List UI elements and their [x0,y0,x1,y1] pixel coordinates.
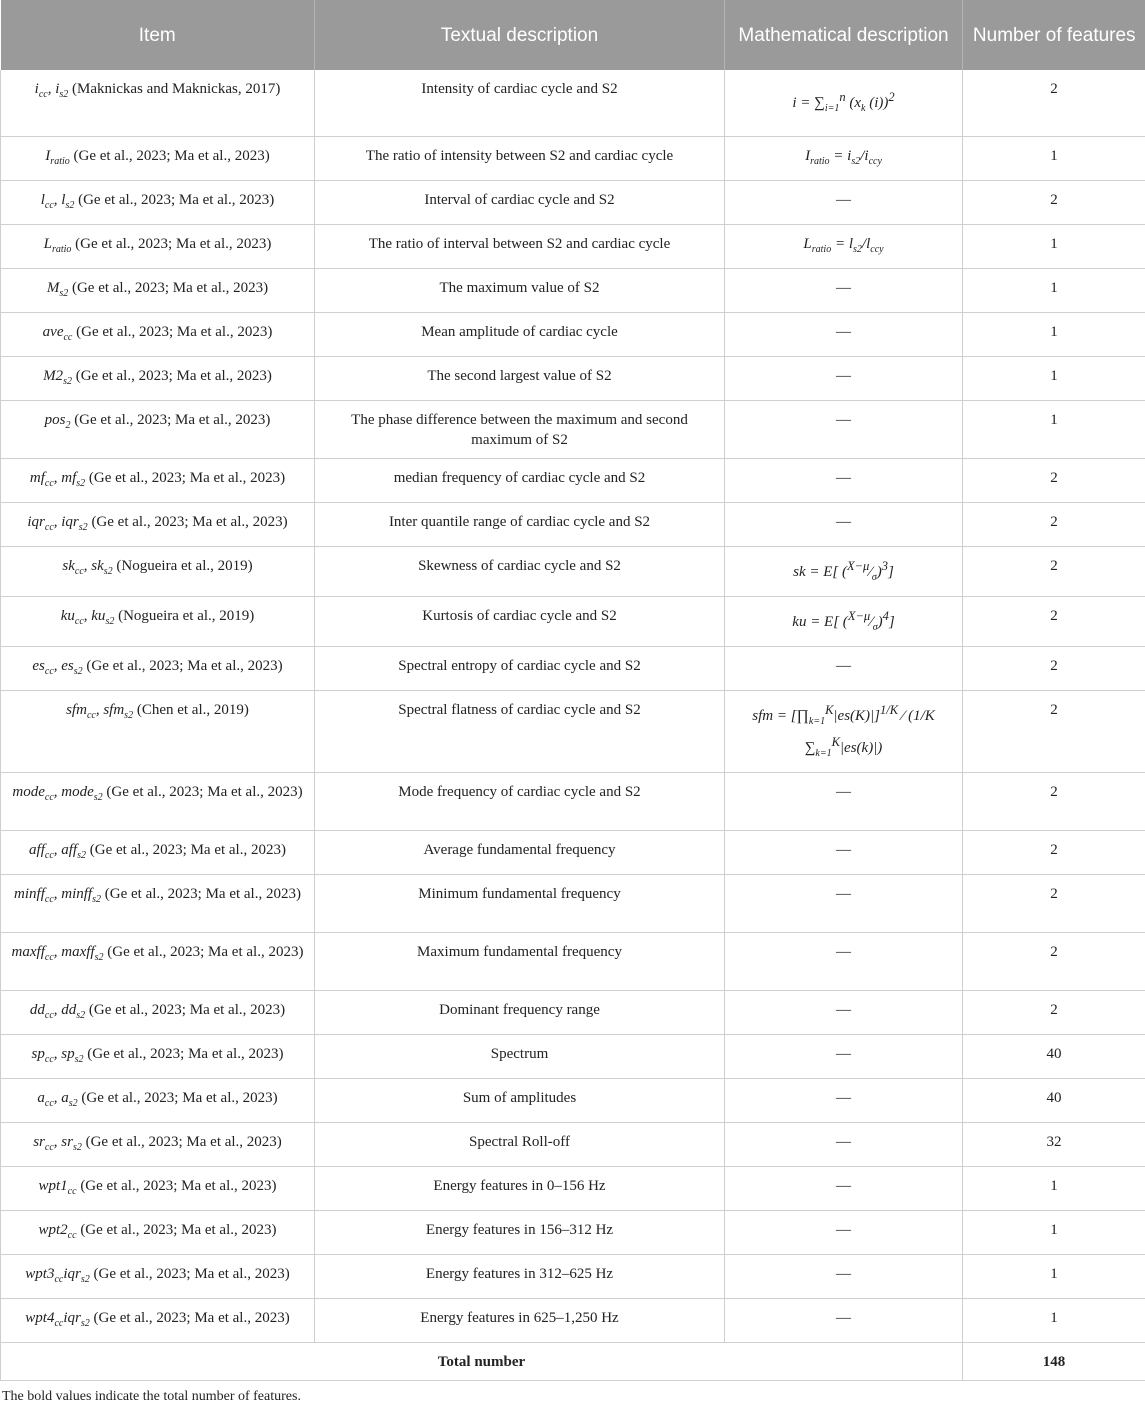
cell-math: — [725,180,963,224]
header-row [1,0,1145,70]
cell-item [1,268,315,312]
item-reference: (Ge et al., 2023; Ma et al., 2023) [72,368,272,384]
item-reference: (Ge et al., 2023; Ma et al., 2023) [70,412,270,428]
cell-item [1,400,315,458]
cell-math: — [725,400,963,458]
cell-count: 2 [963,830,1145,874]
item-reference: (Ge et al., 2023; Ma et al., 2023) [77,1222,277,1238]
cell-count: 1 [963,1254,1145,1298]
item-symbol: iqr$_{cc}$, iqr$_{s2}$ [27,514,87,530]
cell-description: The phase difference between the maximum and second maximum of S2 [315,400,725,458]
item-symbol: $l_{cc}$, $l_{s2}$ [41,192,75,208]
cell-item [1,932,315,990]
item-reference: (Ge et al., 2023; Ma et al., 2023) [82,1134,282,1150]
item-reference: (Nogueira et al., 2019) [113,558,253,574]
item-symbol: $M_{s2}$ [47,280,68,296]
cell-description: The second largest value of S2 [315,356,725,400]
table-row [1,1122,1145,1166]
item-symbol: $dd_{cc}$, $dd_{s2}$ [30,1002,85,1018]
cell-count: 2 [963,180,1145,224]
cell-description: Inter quantile range of cardiac cycle and S2 [315,502,725,546]
cell-description: Mode frequency of cardiac cycle and S2 [315,772,725,830]
table-row [1,690,1145,772]
item-symbol: $mf_{cc}$, $mf_{s2}$ [30,470,85,486]
table-row [1,180,1145,224]
cell-count: 1 [963,356,1145,400]
cell-description: Spectral flatness of cardiac cycle and S2 [315,690,725,772]
header-mathematical-description: Mathematical description [725,0,963,70]
cell-math: $I_{ratio} = i_{s2}/i_{ccy}$ [725,136,963,180]
table-row [1,646,1145,690]
table-row [1,1078,1145,1122]
cell-count: 1 [963,400,1145,458]
table-row [1,400,1145,458]
item-symbol: $L_{ratio}$ [44,236,72,252]
item-reference: (Ge et al., 2023; Ma et al., 2023) [90,1310,290,1326]
item-reference: (Ge et al., 2023; Ma et al., 2023) [72,324,272,340]
cell-item [1,830,315,874]
item-symbol: $a_{cc}$, $a_{s2}$ [37,1090,77,1106]
cell-count: 40 [963,1034,1145,1078]
cell-math: — [725,1254,963,1298]
footnote: The bold values indicate the total number of features. [0,1381,1145,1413]
table-row [1,1034,1145,1078]
cell-description: Intensity of cardiac cycle and S2 [315,70,725,136]
cell-math: — [725,268,963,312]
cell-description: Energy features in 625–1,250 Hz [315,1298,725,1342]
cell-count: 1 [963,312,1145,356]
table-row [1,224,1145,268]
cell-math: — [725,830,963,874]
item-reference: (Ge et al., 2023; Ma et al., 2023) [103,784,303,800]
table-row [1,1210,1145,1254]
cell-math: — [725,356,963,400]
item-symbol: $sp_{cc}$, $sp_{s2}$ [32,1046,84,1062]
table-row [1,502,1145,546]
cell-math: $L_{ratio} = l_{s2}/l_{ccy}$ [725,224,963,268]
cell-description: Spectral entropy of cardiac cycle and S2 [315,646,725,690]
table-row [1,546,1145,596]
cell-count: 2 [963,70,1145,136]
item-symbol: $wpt2_{cc}$ [38,1222,76,1238]
item-symbol: $wpt1_{cc}$ [38,1178,76,1194]
cell-description: Interval of cardiac cycle and S2 [315,180,725,224]
table-row [1,596,1145,646]
table-row [1,772,1145,830]
cell-description: The ratio of intensity between S2 and cardiac cycle [315,136,725,180]
cell-math: — [725,1166,963,1210]
cell-math: — [725,312,963,356]
table-row [1,990,1145,1034]
cell-item [1,772,315,830]
table-row [1,136,1145,180]
cell-item [1,180,315,224]
table-body [1,70,1145,1342]
cell-description: Skewness of cardiac cycle and S2 [315,546,725,596]
table-row [1,1166,1145,1210]
item-reference: (Chen et al., 2019) [133,702,249,718]
cell-item [1,312,315,356]
item-reference: (Ge et al., 2023; Ma et al., 2023) [86,842,286,858]
cell-math: — [725,646,963,690]
item-reference: (Ge et al., 2023; Ma et al., 2023) [78,1090,278,1106]
item-symbol: $i_{cc}$, $i_{s2}$ [35,81,69,97]
item-reference: (Ge et al., 2023; Ma et al., 2023) [101,886,301,902]
cell-count: 2 [963,646,1145,690]
table-row [1,1254,1145,1298]
cell-item [1,646,315,690]
item-reference: (Ge et al., 2023; Ma et al., 2023) [68,280,268,296]
cell-description: The maximum value of S2 [315,268,725,312]
cell-description: Mean amplitude of cardiac cycle [315,312,725,356]
cell-math: — [725,1122,963,1166]
item-symbol: $sr_{cc}$, $sr_{s2}$ [33,1134,82,1150]
cell-math: — [725,932,963,990]
cell-count: 2 [963,990,1145,1034]
cell-description: Spectral Roll-off [315,1122,725,1166]
cell-description: Energy features in 312–625 Hz [315,1254,725,1298]
cell-item [1,1078,315,1122]
table-row [1,874,1145,932]
cell-item [1,1254,315,1298]
cell-description: The ratio of interval between S2 and cardiac cycle [315,224,725,268]
cell-item [1,70,315,136]
item-symbol: mode$_{cc}$, mode$_{s2}$ [12,784,102,800]
cell-description: Minimum fundamental frequency [315,874,725,932]
cell-description: Dominant frequency range [315,990,725,1034]
cell-count: 2 [963,772,1145,830]
cell-math: $i = \sum_{i=1}^n$ ($x_k$ (i))$^2$ [725,70,963,136]
item-symbol: pos$_2$ [45,412,71,428]
cell-description: Sum of amplitudes [315,1078,725,1122]
cell-item [1,596,315,646]
table-row [1,458,1145,502]
cell-item [1,874,315,932]
table-row [1,356,1145,400]
item-symbol: $M2_{s2}$ [43,368,72,384]
cell-math: — [725,1298,963,1342]
item-symbol: $ku_{cc}$, $ku_{s2}$ [61,608,115,624]
cell-count: 2 [963,932,1145,990]
cell-math: — [725,1078,963,1122]
cell-math: — [725,1210,963,1254]
item-reference: (Ge et al., 2023; Ma et al., 2023) [71,236,271,252]
item-reference: (Ge et al., 2023; Ma et al., 2023) [70,148,270,164]
item-reference: (Ge et al., 2023; Ma et al., 2023) [90,1266,290,1282]
item-reference: (Maknickas and Maknickas, 2017) [68,81,280,97]
item-reference: (Ge et al., 2023; Ma et al., 2023) [104,944,304,960]
cell-item [1,990,315,1034]
cell-math: — [725,874,963,932]
cell-count: 1 [963,136,1145,180]
cell-math: — [725,990,963,1034]
cell-count: 1 [963,1210,1145,1254]
item-reference: (Ge et al., 2023; Ma et al., 2023) [88,514,288,530]
cell-description: Energy features in 0–156 Hz [315,1166,725,1210]
cell-count: 2 [963,874,1145,932]
total-value: 148 [963,1342,1145,1380]
cell-description: Spectrum [315,1034,725,1078]
cell-math: ku = E[ $(^{X-\mu}⁄_\sigma)^4$] [725,596,963,646]
item-symbol: $I_{ratio}$ [45,148,69,164]
cell-math: sk = E[ $(^{X-\mu}⁄_\sigma)^3$] [725,546,963,596]
item-symbol: $es_{cc}$, $es_{s2}$ [32,658,82,674]
cell-description: Energy features in 156–312 Hz [315,1210,725,1254]
cell-item [1,1298,315,1342]
cell-count: 1 [963,224,1145,268]
cell-count: 1 [963,1166,1145,1210]
cell-item [1,1166,315,1210]
cell-item [1,502,315,546]
table-row [1,1298,1145,1342]
table-row [1,268,1145,312]
item-symbol: sfm$_{cc}$, sfm$_{s2}$ [66,702,133,718]
item-reference: (Ge et al., 2023; Ma et al., 2023) [77,1178,277,1194]
cell-count: 2 [963,546,1145,596]
cell-item [1,690,315,772]
cell-item [1,1122,315,1166]
cell-item [1,458,315,502]
cell-count: 2 [963,596,1145,646]
cell-math: — [725,458,963,502]
header-textual-description: Textual description [315,0,725,70]
cell-count: 2 [963,690,1145,772]
item-symbol: $sk_{cc}$, $sk_{s2}$ [62,558,112,574]
item-symbol: maxff$_{cc}$, maxff$_{s2}$ [12,944,104,960]
item-reference: (Ge et al., 2023; Ma et al., 2023) [84,1046,284,1062]
cell-math: — [725,502,963,546]
cell-count: 1 [963,1298,1145,1342]
cell-item [1,224,315,268]
cell-item [1,546,315,596]
header-number-of-features: Number of features [963,0,1145,70]
cell-math: sfm = $[\prod_{k=1}^K|es(K)|]^{1/K}$ ⁄ (1/K $\sum_{k=1}^K|es(k)|$) [725,690,963,772]
cell-math: — [725,772,963,830]
item-symbol: minff$_{cc}$, minff$_{s2}$ [14,886,101,902]
cell-item [1,136,315,180]
item-reference: (Ge et al., 2023; Ma et al., 2023) [85,470,285,486]
cell-count: 40 [963,1078,1145,1122]
item-symbol: ave$_{cc}$ [43,324,73,340]
total-row [1,1342,1145,1380]
cell-description: median frequency of cardiac cycle and S2 [315,458,725,502]
cell-description: Maximum fundamental frequency [315,932,725,990]
cell-count: 1 [963,268,1145,312]
cell-count: 2 [963,502,1145,546]
item-reference: (Nogueira et al., 2019) [114,608,254,624]
cell-item [1,356,315,400]
cell-math: — [725,1034,963,1078]
table-row [1,932,1145,990]
cell-item [1,1034,315,1078]
item-reference: (Ge et al., 2023; Ma et al., 2023) [83,658,283,674]
item-symbol: $wpt3_{cc}iqr_{s2}$ [25,1266,90,1282]
item-reference: (Ge et al., 2023; Ma et al., 2023) [74,192,274,208]
cell-description: Kurtosis of cardiac cycle and S2 [315,596,725,646]
cell-count: 32 [963,1122,1145,1166]
item-symbol: aff$_{cc}$, aff$_{s2}$ [29,842,86,858]
cell-count: 2 [963,458,1145,502]
header-item: Item [1,0,315,70]
table-row [1,312,1145,356]
table-row [1,70,1145,136]
item-symbol: $wpt4_{cc}iqr_{s2}$ [25,1310,90,1326]
table-row [1,830,1145,874]
item-reference: (Ge et al., 2023; Ma et al., 2023) [85,1002,285,1018]
cell-item [1,1210,315,1254]
total-label: Total number [1,1342,963,1380]
cell-description: Average fundamental frequency [315,830,725,874]
